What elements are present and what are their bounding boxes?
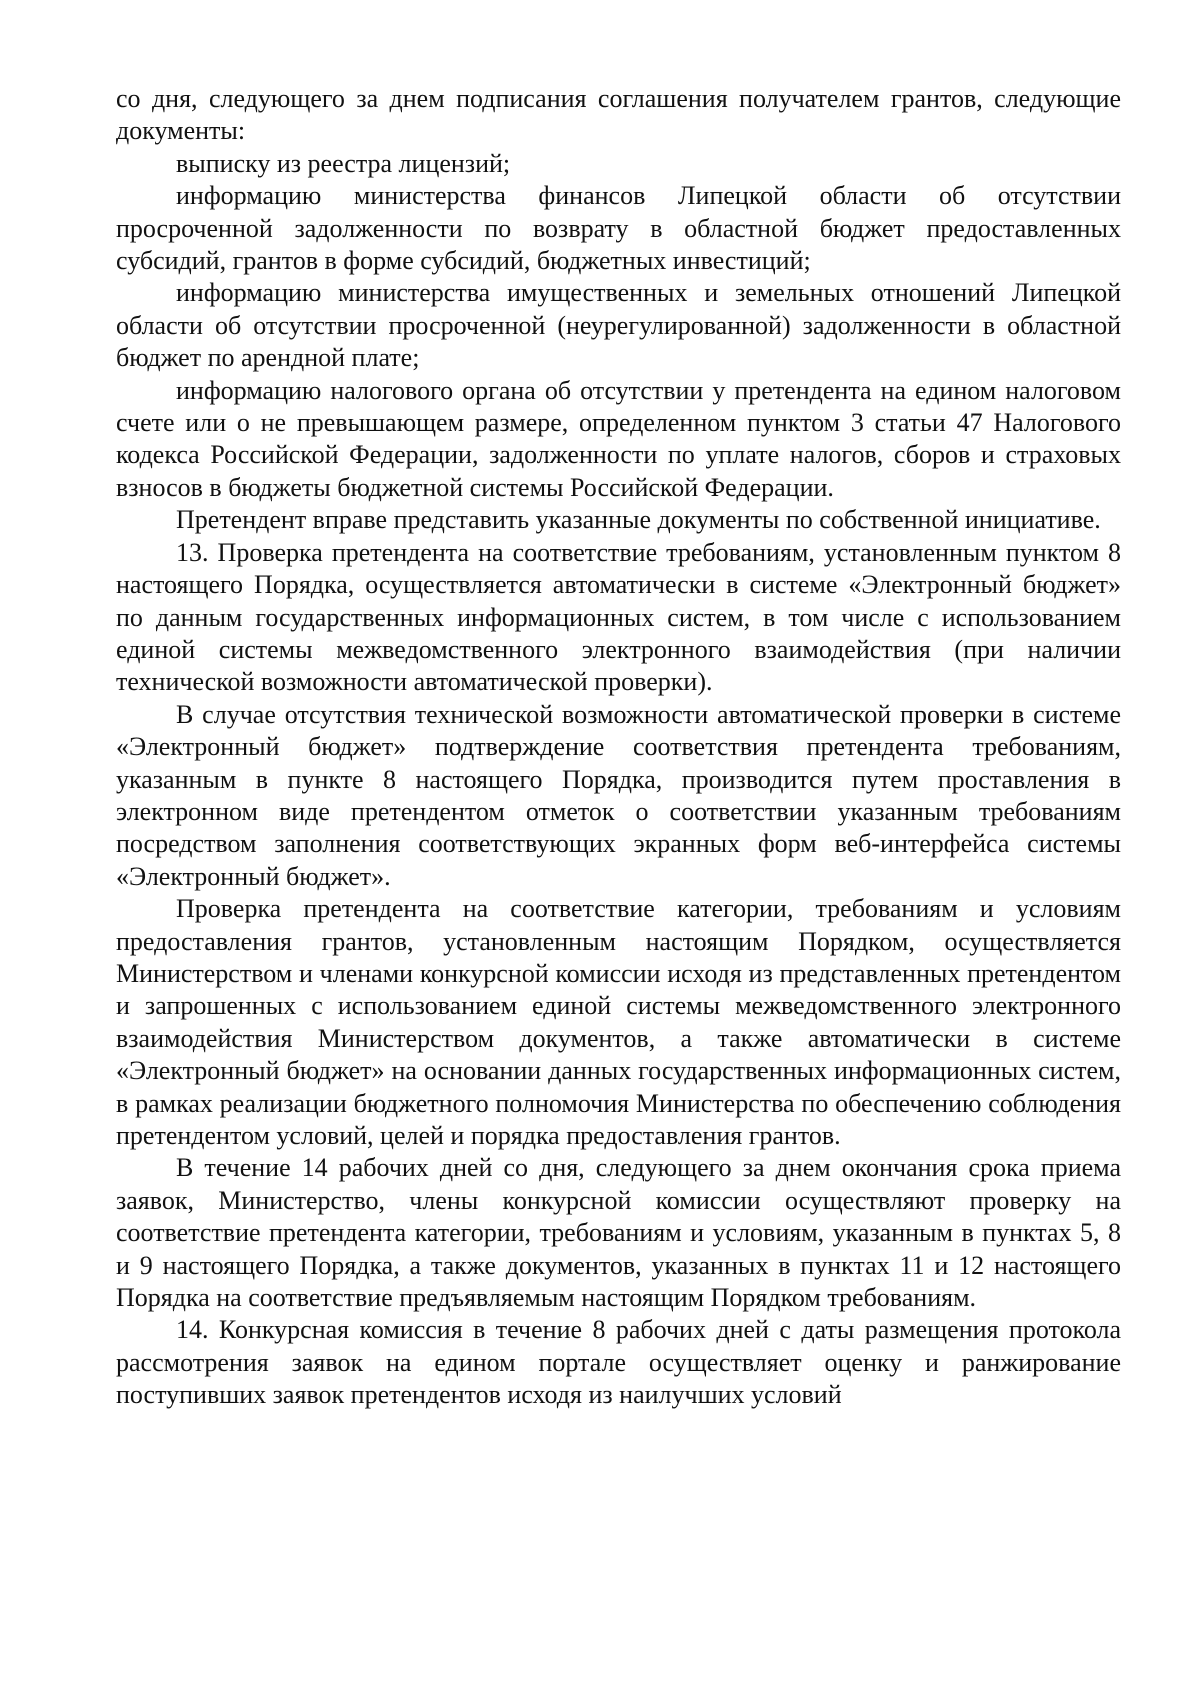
paragraph-verification-by-ministry: Проверка претендента на соответствие категории, требованиям и условиям предоставления грантов, установленным настоящим Порядком, осуществляется Министерством и членами конкурсной комиссии исходя из представленных претендентом и запрошенных с использованием единой системы межведомственного электронного взаимодействия Министерством документов, а также автоматически в системе «Электронный бюджет» на основании данных государственных информационных систем, в рамках реализации бюджетного полномочия Министерства по обеспечению соблюдения претендентом условий, целей и порядка предоставления грантов.: [116, 894, 1121, 1150]
paragraph-finance-ministry-info: информацию министерства финансов Липецкой области об отсутствии просроченной задолженности по возврату в областной бюджет предоставленных субсидий, грантов в форме субсидий, бюджетных инвестиций;: [116, 181, 1121, 276]
document-body: [116, 83, 1121, 1412]
paragraph-tax-authority-info: информацию налогового органа об отсутствии у претендента на едином налоговом счете или о не превышающем размере, определенном пунктом 3 статьи 47 Налогового кодекса Российской Федерации, задолженности по уплате налогов, сборов и страховых взносов в бюджеты бюджетной системы Российской Федерации.: [116, 375, 1121, 502]
paragraph-property-ministry-info: информацию министерства имущественных и земельных отношений Липецкой области об отсутствии просроченной (неурегулированной) задолженности в областной бюджет по арендной плате;: [116, 278, 1121, 373]
paragraph-14-working-days: В течение 14 рабочих дней со дня, следующего за днем окончания срока приема заявок, Министерство, члены конкурсной комиссии осуществляют проверку на соответствие претендента категории, требованиям и условиям, указанным в пунктах 5, 8 и 9 настоящего Порядка, а также документов, указанных в пунктах 11 и 12 настоящего Порядка на соответствие предъявляемым настоящим Порядком требованиям.: [116, 1153, 1121, 1313]
paragraph-continuation: со дня, следующего за днем подписания соглашения получателем грантов, следующие документы:: [116, 84, 1121, 146]
paragraph-clause-13: 13. Проверка претендента на соответствие требованиям, установленным пунктом 8 настоящего Порядка, осуществляется автоматически в системе «Электронный бюджет» по данным государственных информационных систем, в том числе с использованием единой системы межведомственного электронного взаимодействия (при наличии технической возможности автоматической проверки).: [116, 537, 1121, 697]
paragraph-license-extract: выписку из реестра лицензий;: [176, 148, 511, 178]
paragraph-clause-14: 14. Конкурсная комиссия в течение 8 рабочих дней с даты размещения протокола рассмотрения заявок на едином портале осуществляет оценку и ранжирование поступивших заявок претендентов исходя из наилучших условий: [116, 1315, 1121, 1410]
paragraph-own-initiative: Претендент вправе представить указанные документы по собственной инициативе.: [176, 505, 1101, 535]
paragraph-no-technical-capability: В случае отсутствия технической возможности автоматической проверки в системе «Электронный бюджет» подтверждение соответствия претендента требованиям, указанным в пункте 8 настоящего Порядка, производится путем проставления в электронном виде претендентом отметок о соответствии указанным требованиям посредством заполнения соответствующих экранных форм веб-интерфейса системы «Электронный бюджет».: [116, 699, 1121, 891]
